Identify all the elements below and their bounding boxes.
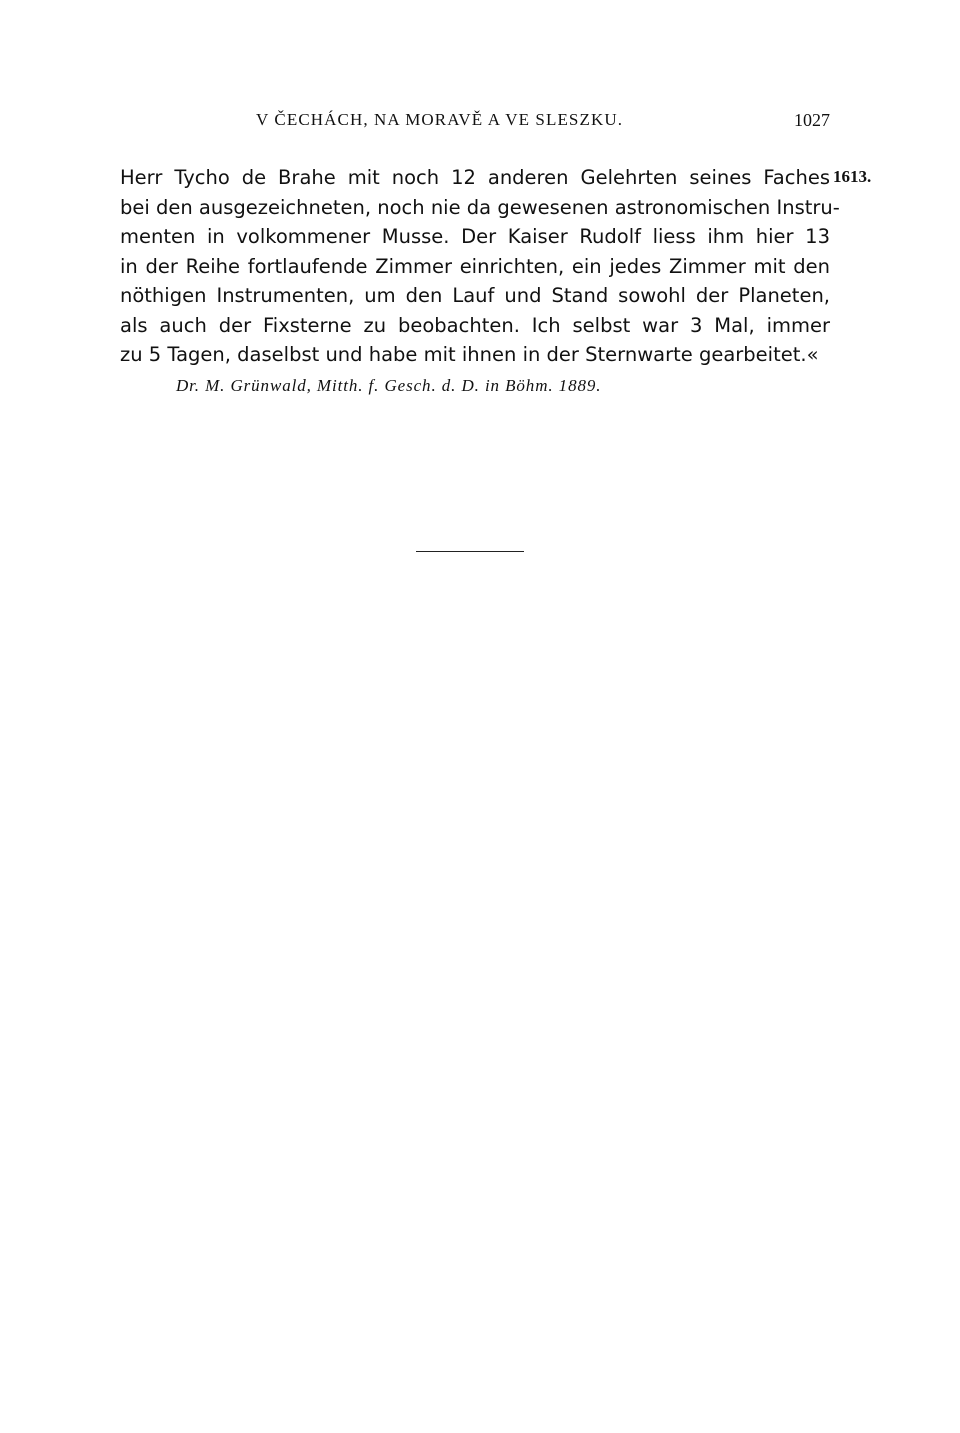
text-line: nöthigen Instrumenten, um den Lauf und Stand sowohl der Planeten, <box>120 284 830 307</box>
running-head <box>120 110 830 140</box>
body-paragraph <box>120 163 840 370</box>
text-line: Herr Tycho de Brahe mit noch 12 anderen Gelehrten seines Faches <box>120 166 830 189</box>
running-head-title: V ČECHÁCH, NA MORAVĚ A VE SLESZKU. <box>256 110 624 129</box>
text-line: als auch der Fixsterne zu beobachten. Ich selbst war 3 Mal, immer <box>120 313 830 337</box>
text-line: in der Reihe fortlaufende Zimmer einrichten, ein jedes Zimmer mit den <box>120 254 830 278</box>
source-citation: Dr. M. Grünwald, Mitth. f. Gesch. d. D. in Böhm. 1889. <box>176 376 602 395</box>
text-line: bei den ausgezeichneten, noch nie da gewesenen astronomischen Instru- <box>120 195 840 219</box>
page-number: 1027 <box>794 110 830 130</box>
text-line: menten in volkommener Musse. Der Kaiser Rudolf liess ihm hier 13 <box>120 225 830 248</box>
text-line: zu 5 Tagen, daselbst und habe mit ihnen in der Sternwarte gearbeitet.« <box>120 343 819 366</box>
section-end-rule <box>416 551 524 552</box>
margin-year-note: 1613. <box>833 167 872 186</box>
